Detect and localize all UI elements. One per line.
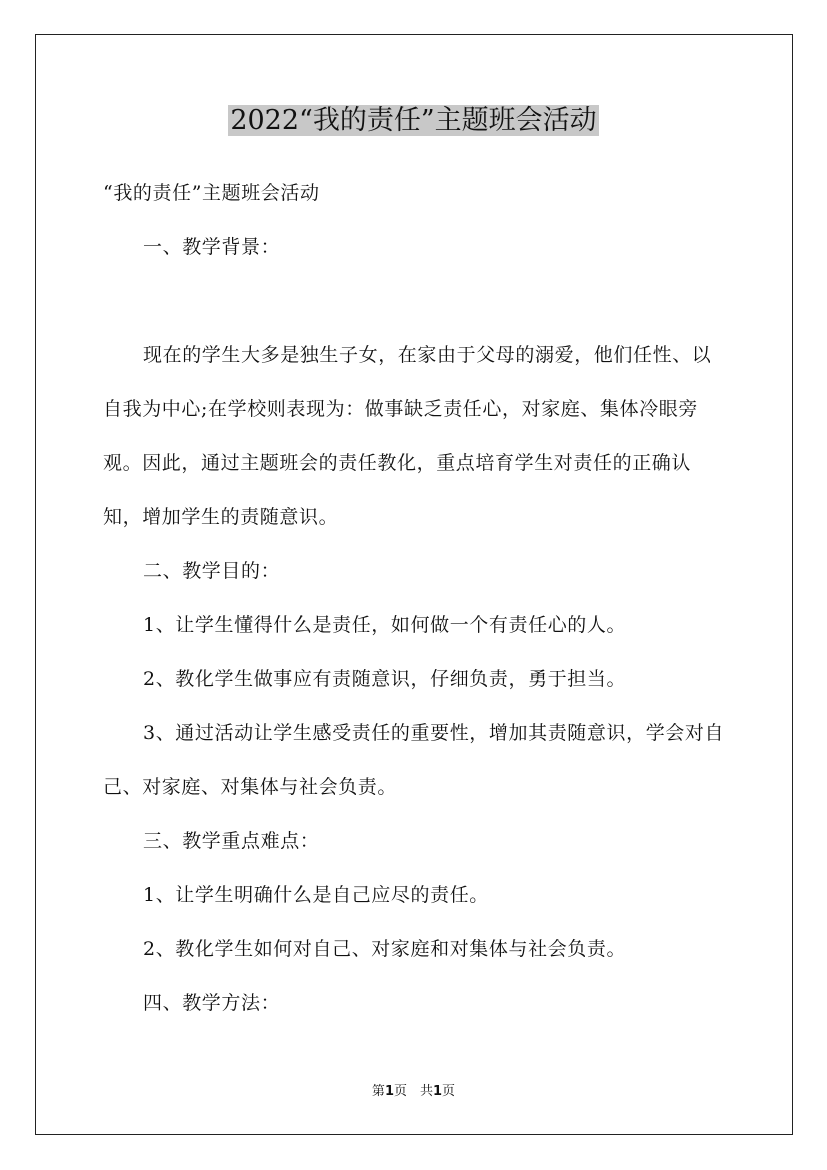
- goal-item-2: 2、教化学生做事应有责随意识，仔细负责，勇于担当。: [143, 668, 627, 690]
- section-heading-key-points: 三、教学重点难点：: [143, 830, 320, 852]
- section-heading-background: 一、教学背景：: [143, 236, 281, 258]
- document-subtitle: “我的责任”主题班会活动: [103, 182, 320, 204]
- key-point-item-2: 2、教化学生如何对自己、对家庭和对集体与社会负责。: [143, 938, 627, 960]
- document-title: [0, 101, 827, 141]
- document-body: [103, 166, 728, 1030]
- page-prefix: 第: [371, 1084, 385, 1099]
- document-title-text: 2022“我的责任”主题班会活动: [230, 105, 597, 136]
- section-heading-goals: 二、教学目的：: [143, 560, 281, 582]
- key-point-item-1: 1、让学生明确什么是自己应尽的责任。: [143, 884, 489, 906]
- page-footer: [0, 1082, 827, 1102]
- paragraph-background: 现在的学生大多是独生子女，在家由于父母的溺爱，他们任性、以自我为中心;在学校则表现为：做事缺乏责任心，对家庭、集体冷眼旁观。因此，通过主题班会的责任教化，重点培育学生对责任的正确认知，增加学生的责随意识。: [103, 344, 712, 528]
- section-heading-methods: 四、教学方法：: [143, 992, 281, 1014]
- goal-item-3: 3、通过活动让学生感受责任的重要性，增加其责随意识，学会对自己、对家庭、对集体与社会负责。: [103, 722, 725, 798]
- page-suffix: 页: [442, 1084, 456, 1099]
- blank-line: [103, 274, 728, 328]
- page-current-number: 1: [384, 1084, 394, 1099]
- page-mid: 页 共: [393, 1084, 433, 1099]
- page-total-number: 1: [433, 1084, 443, 1099]
- goal-item-1: 1、让学生懂得什么是责任，如何做一个有责任心的人。: [143, 614, 627, 636]
